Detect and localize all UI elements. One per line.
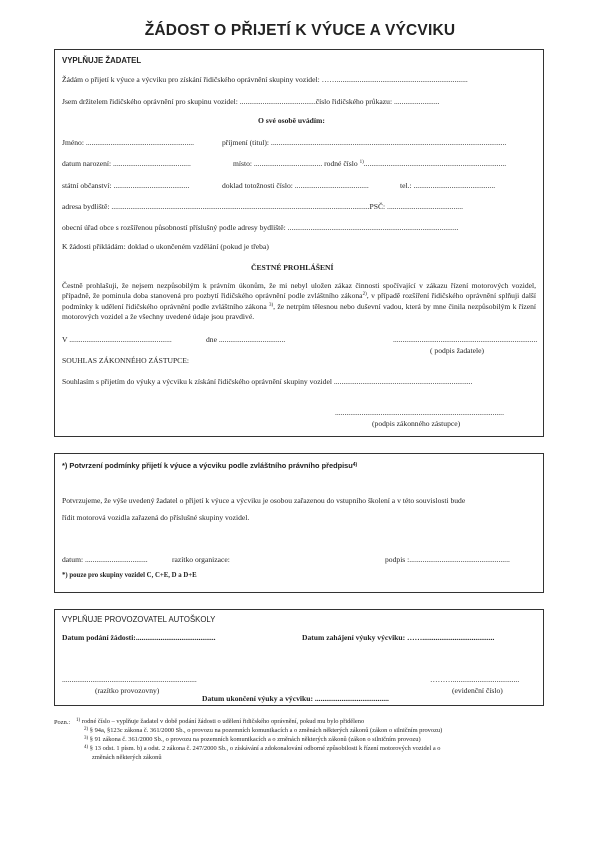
confirmation-signature-field[interactable]: podpis :..................................................... <box>385 555 510 564</box>
confirmation-sup: 4) <box>352 462 358 468</box>
guardian-heading: SOUHLAS ZÁKONNÉHO ZÁSTUPCE: <box>62 356 189 365</box>
guardian-consent-field[interactable]: Souhlasím s přijetím do výuky a výcviku k získání řidičského oprávnění skupiny vozidel ......................................................................... <box>62 377 473 386</box>
guardian-signature-line[interactable]: ......................................................................................... <box>335 408 504 417</box>
start-date-field[interactable]: Datum zahájení výuky výcviku: ……...................................... <box>302 633 495 642</box>
name-field[interactable]: Jméno: ......................................................... <box>62 138 195 147</box>
note-text: změnách některých zákonů <box>92 754 162 761</box>
citizenship-field[interactable]: státní občanství: ........................................ <box>62 181 190 190</box>
confirmation-heading <box>62 461 357 472</box>
form-title: ŽÁDOST O PŘIJETÍ K VÝUCE A VÝCVIKU <box>144 22 456 39</box>
note-sup: 4) <box>84 745 89 750</box>
confirmation-date-field[interactable]: datum: ................................. <box>62 555 148 564</box>
guardian-signature-label: (podpis zákonného zástupce) <box>372 419 461 428</box>
note-sup: 2) <box>84 727 89 732</box>
phone-field[interactable]: tel.: ........................................... <box>400 181 496 190</box>
note-text: § 94a, §123c zákona č. 361/2000 Sb., o provozu na pozemních komunikacích a o změnách některých zákonů (zákon o silničním provozu) <box>89 727 443 734</box>
stamp-label: (razítko provozovny) <box>95 686 160 695</box>
requested-group-field[interactable]: Žádám o přijetí k výuce a výcviku pro získání řidičského oprávnění skupiny vozidel: ……..................................................................... <box>62 75 468 84</box>
place-field[interactable]: V ...................................................... <box>62 335 172 344</box>
note-text: § 91 zákona č. 361/2000 Sb., o provozu na pozemních komunikacích a o změnách některých zákonů (zákon o silničním provozu) <box>89 736 421 743</box>
birth-number-dots: ........................................................................... <box>363 159 507 168</box>
address-field[interactable]: adresa bydliště: ........................................................................................................................................PSČ: ........................................ <box>62 202 463 211</box>
applicant-signature-label: ( podpis žadatele) <box>430 346 484 355</box>
held-license-field[interactable]: Jsem držitelem řidičského oprávnění pro skupinu vozidel: ........................................číslo řidičského průkazu: ........................ <box>62 97 440 106</box>
office-field[interactable]: obecní úřad obce s rozšířenou působností příslušný podle adresy bydliště: .......................................................................................... <box>62 223 459 232</box>
surname-field[interactable]: příjmení (titul): ............................................................................................................................ <box>222 138 507 147</box>
confirmation-footnote: *) pouze pro skupiny vozidel C, C+E, D a D+E <box>62 572 197 579</box>
attachment-note: K žádosti přikládám: doklad o ukončeném vzdělání (pokud je třeba) <box>62 242 269 251</box>
confirmation-heading-text: *) Potvrzení podmínky přijetí k výuce a výcviku podle zvláštního právního předpisu <box>62 461 353 470</box>
note-item <box>76 735 442 744</box>
note-sup: 3) <box>84 736 89 741</box>
declaration-part-3: , že netrpím tělesnou nebo duševní vadou, která by mne činila nezpůsobilým k řízení motorových vozidel a že všechny uvedené údaje jsou pravdivé. <box>62 301 536 322</box>
confirmation-text-1: Potvrzujeme, že výše uvedený žadatel o přijetí k výuce a výcviku je osobou zařazenou do vstupního školení a v této souvislosti bude <box>62 496 466 505</box>
note-text: rodné číslo – vyplňuje žadatel v době podání žádosti o udělení řidičského oprávnění, pokud mu bylo přiděleno <box>81 718 365 725</box>
note-sup: 1) <box>76 718 81 723</box>
end-date-field[interactable]: Datum ukončení výuky a výcviku: ....................................... <box>202 694 389 703</box>
applicant-heading: VYPLŇUJE ŽADATEL <box>62 56 142 65</box>
declaration-part-2: , v případě rozšíření řidičského oprávnění splňuji další podmínky k udělení řidičského oprávnění podle zvláštního zákona <box>62 291 536 311</box>
record-number-line[interactable]: ………................................... <box>430 675 520 684</box>
confirmation-text-2: řídit motorová vozidla zařazená do příslušné skupiny vozidel. <box>62 513 250 522</box>
notes-label: Pozn.: <box>54 719 71 726</box>
about-heading: O své osobě uvádím: <box>258 116 325 125</box>
record-number-label: (evidenční číslo) <box>452 686 503 695</box>
note-item <box>76 753 442 762</box>
id-document-field[interactable]: doklad totožnosti číslo: ....................................... <box>222 181 369 190</box>
note-item <box>76 726 442 735</box>
birthplace-field[interactable] <box>233 159 506 170</box>
stamp-line[interactable]: ....................................................................... <box>62 675 197 684</box>
declaration-sup-2: 3) <box>269 302 274 308</box>
submit-date-field[interactable]: Datum podání žádosti:.......................................... <box>62 633 216 642</box>
note-item <box>76 744 442 753</box>
applicant-signature-line[interactable]: ............................................................................ <box>393 335 538 344</box>
notes-list <box>76 717 442 762</box>
declaration-text <box>62 281 536 323</box>
note-item <box>76 717 442 726</box>
declaration-heading: ČESTNÉ PROHLÁŠENÍ <box>251 263 334 272</box>
note-text: § 13 odst. 1 písm. b) a odst. 2 zákona č. 247/2000 Sb., o získávání a zdokonalování odborné způsobilosti k řízení motorových vozidel a o <box>89 745 441 752</box>
declaration-part-1: Čestně prohlašuji, že nejsem nezpůsobilým k právním úkonům, že mi nebyl uložen zákaz činnosti spočívající v zákazu řízení motorových vozidel, případně, že pominula doba stanovená pro pozbytí řidičského oprávnění podle zvláštního zákona <box>62 281 536 301</box>
organization-stamp-label: razítko organizace: <box>172 555 230 564</box>
driving-school-heading: VYPLŇUJE PROVOZOVATEL AUTOŠKOLY <box>62 615 216 624</box>
birthplace-sup: 1) <box>359 160 364 165</box>
birthdate-field[interactable]: datum narození: ......................................... <box>62 159 191 168</box>
declaration-sup-1: 2) <box>362 292 367 298</box>
birthplace-label: místo: .................................... rodné číslo <box>233 159 358 168</box>
date-field[interactable]: dne ................................... <box>206 335 286 344</box>
